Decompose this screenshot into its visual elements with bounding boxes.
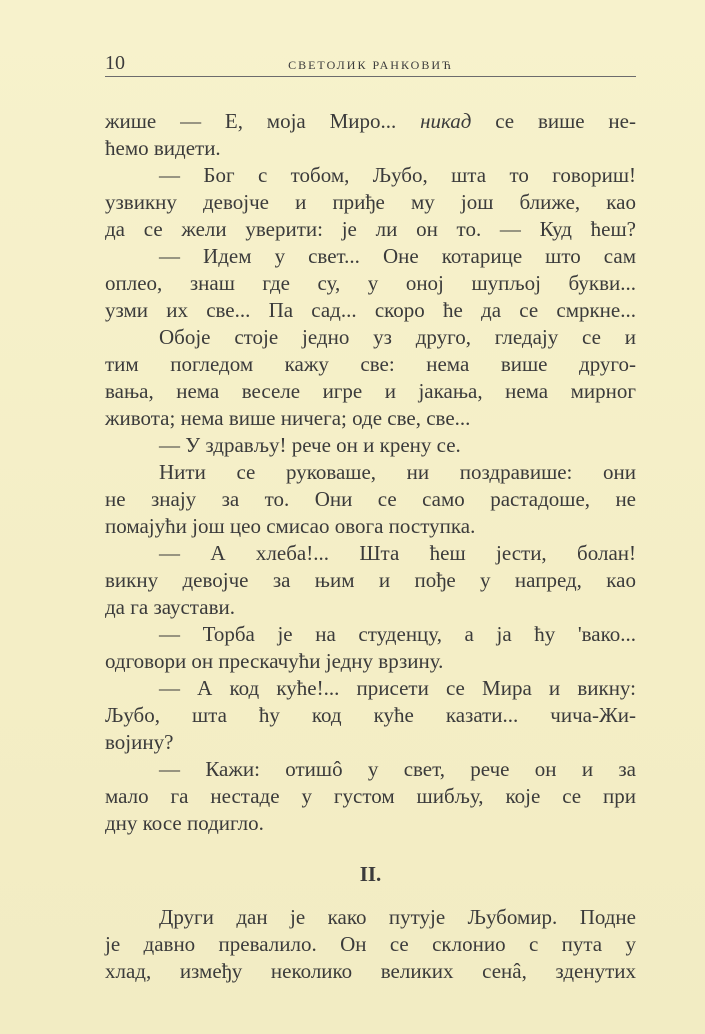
text-line: узми их све... Па сад... скоро ће да се смркне... [105,298,636,322]
text-line: Обоје стоје једно уз друго, гледају се и [159,325,636,349]
text-line: живота; нема више ничега; оде све, све... [105,406,471,430]
text-line: одговори он прескачући једну врзину. [105,649,444,673]
text-line: Други дан је како путује Љубомир. Подне [159,905,636,929]
running-head: СВЕТОЛИК РАНКОВИЋ [288,58,453,72]
text-line: мало га нестаде у густом шибљу, које се при [105,784,636,808]
text-line: вања, нема веселе игре и јакања, нема мирног [105,379,636,403]
text-line: жише — Е, моја Миро... никад се више не- [105,109,636,133]
text-line: викну девојче за њим и пође у напред, као [105,568,636,592]
text-line: дну косе подигло. [105,811,264,835]
text-line: Љубо, шта ћу код куће казати... чича-Жи- [105,703,636,727]
text-line: — Кажи: отишô у свет, рече он и за [159,757,636,781]
section-text [105,904,636,985]
text-line: — Идем у свет... Оне котарице што сам [159,244,636,268]
chapter-text [105,108,636,837]
text-line: војину? [105,730,174,754]
page-header [105,52,636,76]
text-line: ћемо видети. [105,136,221,160]
text-line: хлад, између неколико великих сенâ, зденутих [105,959,636,983]
text-line: — У здрављу! рече он и крену се. [159,433,461,457]
text-line: Нити се руковаше, ни поздравише: они [159,460,636,484]
italic-word: никад [420,109,472,133]
text-line: оплео, знаш где су, у оној шупљој букви... [105,271,636,295]
text-line: — Торба је на студенцу, а ја ћу 'вако... [159,622,636,646]
text-line: — А код куће!... присети се Мира и викну: [159,676,636,700]
header-rule [105,76,636,77]
text-line: помајући још цео смисао овога поступка. [105,514,476,538]
section-heading: II. [359,862,382,886]
text-line: — А хлеба!... Шта ћеш јести, болан! [159,541,636,565]
text-line: да га заустави. [105,595,235,619]
page-number: 10 [105,52,125,74]
text-line: је давно превалило. Он се склонио с пута у [105,932,636,956]
text-line: — Бог с тобом, Љубо, шта то говориш! [159,163,636,187]
text-line: да се жели уверити: је ли он то. — Куд ћеш? [105,217,636,241]
text-line: узвикну девојче и приђе му још ближе, као [105,190,636,214]
text-line: тим погледом кажу све: нема више друго- [105,352,636,376]
text-line: не знају за то. Они се само растадоше, не [105,487,636,511]
